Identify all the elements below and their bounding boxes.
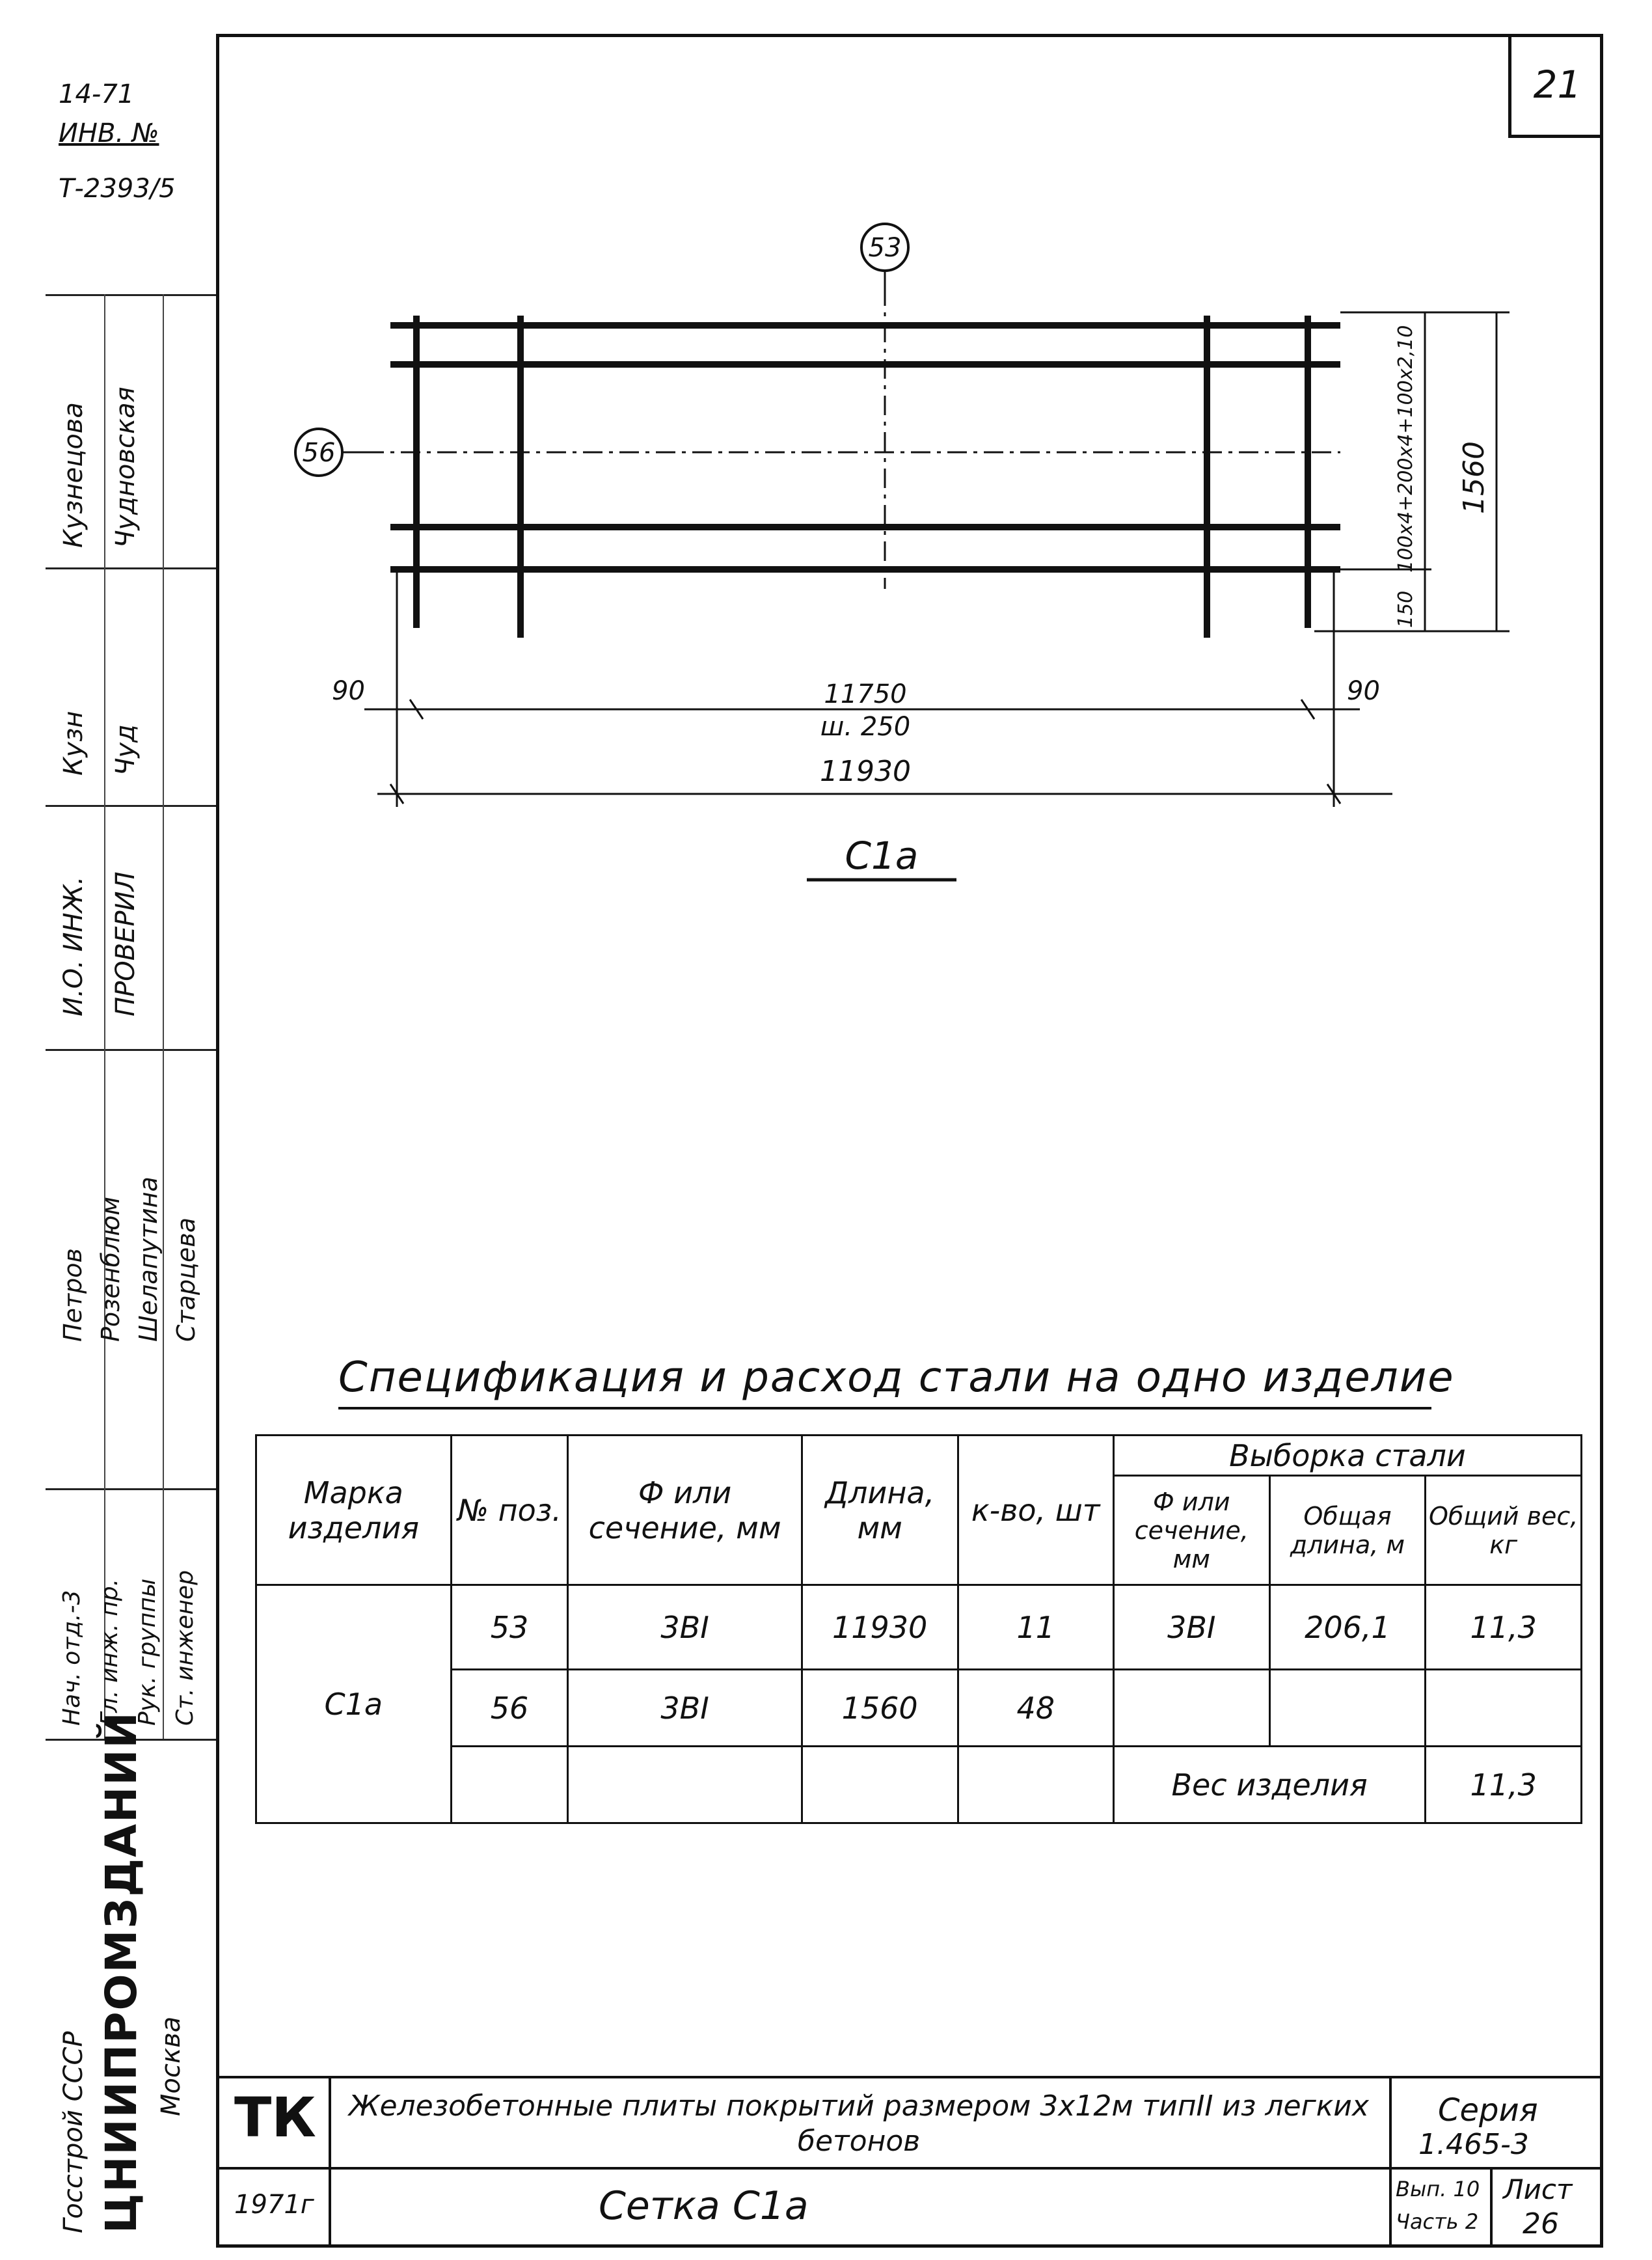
- title-year: 1971г: [234, 2190, 314, 2220]
- issue: Вып. 10: [1396, 2177, 1480, 2201]
- cell-qty: 11: [958, 1585, 1113, 1670]
- part: Часть 2: [1396, 2209, 1479, 2234]
- margin-name: Петров: [59, 1248, 87, 1342]
- mesh-label: С1а: [845, 834, 919, 878]
- title-block-mid-line: [216, 2167, 1603, 2170]
- header-qty: к-во, шт: [958, 1436, 1113, 1585]
- margin-role: Нач. отд.-3: [59, 1590, 85, 1726]
- org-city: Москва: [156, 2016, 186, 2116]
- title-sheet: Сетка С1а: [599, 2183, 809, 2229]
- margin-name: Шелапутина: [134, 1177, 163, 1342]
- header-length: Длина, мм: [802, 1436, 958, 1585]
- sheet-number: 21: [1508, 34, 1603, 138]
- dim-inner-length: 11750: [824, 679, 907, 709]
- title-block-top-line: [216, 2076, 1603, 2078]
- cell-empty: [958, 1747, 1113, 1823]
- title-block-divider: [329, 2076, 331, 2248]
- margin-name: Старцева: [172, 1217, 200, 1342]
- list-value: 26: [1523, 2207, 1559, 2240]
- header-section: Ф или сечение, мм: [568, 1436, 802, 1585]
- margin-signature: Кузн: [59, 711, 88, 776]
- cell-section: 3ВI: [568, 1585, 802, 1670]
- mesh-drawing: [0, 0, 1652, 944]
- dim-right-spacing: 100x4+200x4+100x2,10: [1394, 325, 1417, 573]
- spec-title-underline: [338, 1407, 1431, 1409]
- list-label: Лист: [1503, 2173, 1573, 2205]
- title-block-divider: [1389, 2076, 1392, 2248]
- cell-empty: [802, 1747, 958, 1823]
- margin-divider: [46, 1488, 216, 1490]
- spec-table: [255, 1434, 1582, 1824]
- margin-role: Рук. группы: [134, 1578, 161, 1726]
- margin-role: И.О. ИНЖ.: [59, 876, 88, 1016]
- cell-sample-length: [1269, 1670, 1426, 1747]
- margin-name: Чудновская: [111, 387, 141, 548]
- header-sample-weight: Общий вес, кг: [1426, 1476, 1582, 1585]
- cell-mark: С1а: [256, 1585, 452, 1823]
- org-name: ЦНИИПРОМЗДАНИЙ: [96, 1711, 146, 2233]
- margin-signature: Чуд: [111, 724, 141, 776]
- callout-56: 56: [302, 438, 336, 468]
- header-sample-section: Ф или сечение, мм: [1113, 1476, 1269, 1585]
- org-ministry: Госстрой СССР: [59, 2031, 88, 2233]
- cell-sample-weight: 11,3: [1426, 1585, 1582, 1670]
- margin-divider: [46, 1049, 216, 1051]
- cell-empty: [568, 1747, 802, 1823]
- header-sample-length: Общая длина, м: [1269, 1476, 1426, 1585]
- margin-name: Кузнецова: [59, 402, 88, 548]
- callout-53: 53: [868, 233, 902, 263]
- dim-overall-length: 11930: [820, 755, 911, 788]
- margin-name: Розенблюм: [96, 1197, 125, 1342]
- header-pos: № поз.: [451, 1436, 568, 1585]
- cell-sample-length: 206,1: [1269, 1585, 1426, 1670]
- dim-right-end: 90: [1347, 676, 1380, 706]
- title-block-divider: [1490, 2167, 1493, 2248]
- stamp-line-1: 14-71: [59, 79, 135, 109]
- cell-sample-section: [1113, 1670, 1269, 1747]
- cell-empty: [451, 1747, 568, 1823]
- margin-role: Ст. инженер: [172, 1570, 198, 1726]
- cell-sample-section: 3ВI: [1113, 1585, 1269, 1670]
- cell-section: 3ВI: [568, 1670, 802, 1747]
- dim-pitch: ш. 250: [820, 712, 911, 742]
- cell-length: 1560: [802, 1670, 958, 1747]
- margin-role: Гл. инж. пр.: [96, 1578, 123, 1726]
- dim-left-end: 90: [332, 676, 365, 706]
- cell-qty: 48: [958, 1670, 1113, 1747]
- cell-length: 11930: [802, 1585, 958, 1670]
- header-sample: Выборка стали: [1113, 1436, 1581, 1476]
- cell-pos: 56: [451, 1670, 568, 1747]
- margin-role: ПРОВЕРИЛ: [111, 871, 141, 1016]
- dim-overall-height: 1560: [1457, 441, 1491, 514]
- series-label: Серия: [1438, 2092, 1538, 2129]
- total-value: 11,3: [1426, 1747, 1582, 1823]
- title-product: Железобетонные плиты покрытий размером 3x12м типII из легких бетонов: [349, 2090, 1369, 2158]
- cell-pos: 53: [451, 1585, 568, 1670]
- header-mark: Марка изделия: [256, 1436, 452, 1585]
- cell-sample-weight: [1426, 1670, 1582, 1747]
- title-code: ТК: [234, 2086, 316, 2149]
- stamp-line-3: Т-2393/5: [59, 174, 176, 204]
- dim-bottom-offset: 150: [1394, 590, 1417, 628]
- stamp-line-2: ИНВ. №: [59, 118, 159, 148]
- total-label: Вес изделия: [1113, 1747, 1425, 1823]
- series-value: 1.465-3: [1418, 2128, 1529, 2161]
- spec-title: Спецификация и расход стали на одно изделие: [338, 1354, 1455, 1402]
